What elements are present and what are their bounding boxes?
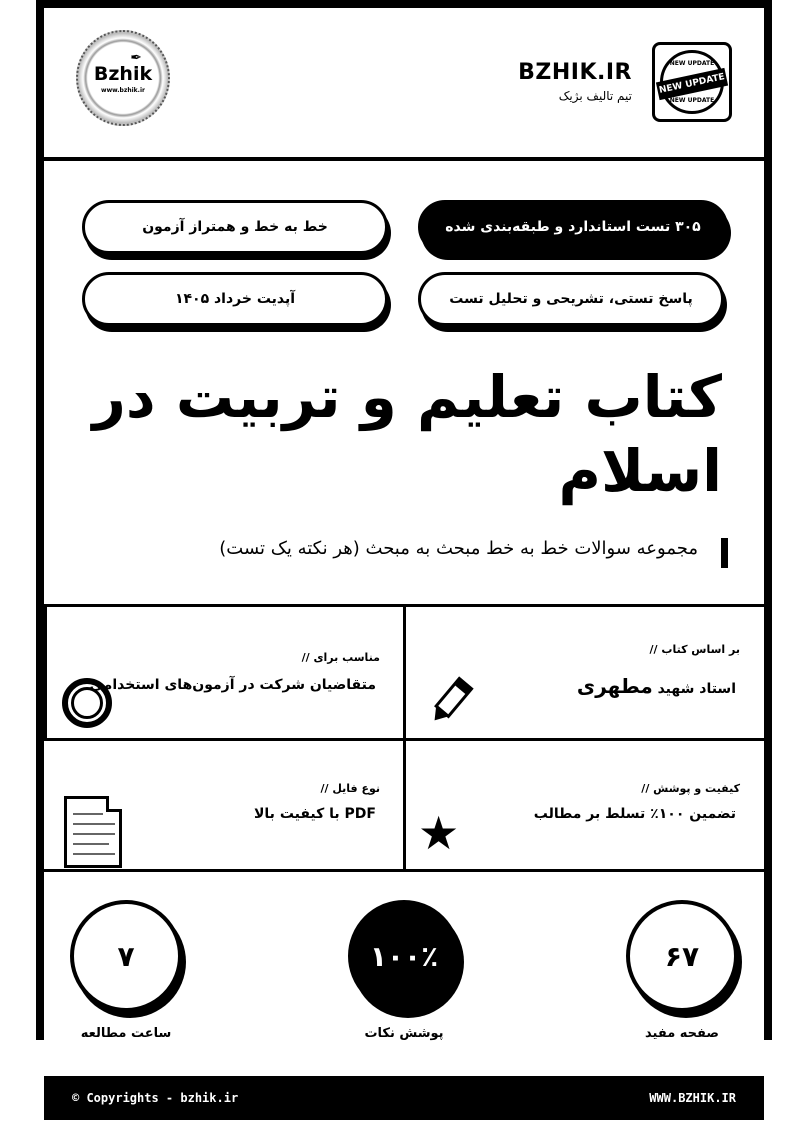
feature-pill-line-by-line: خط به خط و همتراز آزمون — [82, 200, 388, 254]
brand-subtitle: تیم تالیف بژیک — [558, 89, 632, 103]
file-type-label: نوع فایل // — [320, 782, 380, 795]
based-on-value — [577, 674, 736, 698]
grid-line-center — [403, 604, 406, 872]
feather-pen-icon: ✒ — [130, 50, 142, 66]
based-on-prefix: استاد شهید — [657, 681, 736, 697]
star-icon: ★ — [418, 806, 460, 860]
stat-hours-label: ساعت مطالعه — [80, 1026, 172, 1041]
pencil-icon — [424, 676, 476, 728]
bzhik-logo — [76, 30, 170, 126]
seal-band-text: NEW UPDATE — [658, 72, 726, 96]
seal-icon — [660, 50, 724, 114]
logo-name: Bzhik — [93, 62, 153, 85]
brand-block — [518, 60, 632, 103]
feature-pill-answers: پاسخ تستی، تشریحی و تحلیل تست — [418, 272, 724, 326]
stat-pages-circle: ۶۷ — [626, 900, 738, 1012]
based-on-label: بر اساس کتاب // — [649, 643, 740, 656]
suitable-for-value: متقاضیان شرکت در آزمون‌های استخدامی — [89, 677, 376, 693]
book-subtitle: مجموعه سوالات خط به خط مبحث به مبحث (هر نکته یک تست) — [219, 538, 698, 559]
header — [44, 8, 764, 158]
logo-url: www.bzhik.ir — [101, 86, 145, 94]
subtitle-accent-bar — [721, 538, 728, 568]
seal-top-text: NEW UPDATE — [669, 60, 715, 67]
book-title: کتاب تعلیم و تربیت در اسلام — [92, 363, 722, 505]
based-on-author: مطهری — [576, 674, 653, 698]
brand-title[interactable]: BZHIK.IR — [518, 60, 632, 85]
file-type-value: PDF با کیفیت بالا — [254, 806, 376, 822]
suitable-for-label: مناسب برای // — [301, 651, 380, 664]
stat-hours-circle: ۷ — [70, 900, 182, 1012]
header-divider — [44, 157, 764, 161]
target-icon — [62, 678, 112, 728]
feature-pill-tests: ۳۰۵ تست استاندارد و طبقه‌بندی شده — [418, 200, 728, 254]
quality-value: تضمین ۱۰۰٪ تسلط بر مطالب — [533, 806, 736, 822]
document-icon — [64, 796, 122, 868]
seal-bottom-text: NEW UPDATE — [669, 97, 715, 104]
footer-copyright: © Copyrights - bzhik.ir — [72, 1091, 239, 1105]
grid-line-left — [44, 604, 47, 740]
new-update-badge — [652, 42, 732, 122]
stat-coverage-label: پوشش نکات — [364, 1026, 444, 1041]
feature-pill-update: آپدیت خرداد ۱۴۰۵ — [82, 272, 388, 326]
stat-pages-label: صفحه مفید — [645, 1026, 719, 1041]
quality-label: کیفیت و پوشش // — [641, 782, 740, 795]
footer — [44, 1076, 764, 1120]
footer-website-link[interactable]: WWW.BZHIK.IR — [649, 1091, 736, 1105]
stat-coverage-circle: ۱۰۰٪ — [348, 900, 460, 1012]
